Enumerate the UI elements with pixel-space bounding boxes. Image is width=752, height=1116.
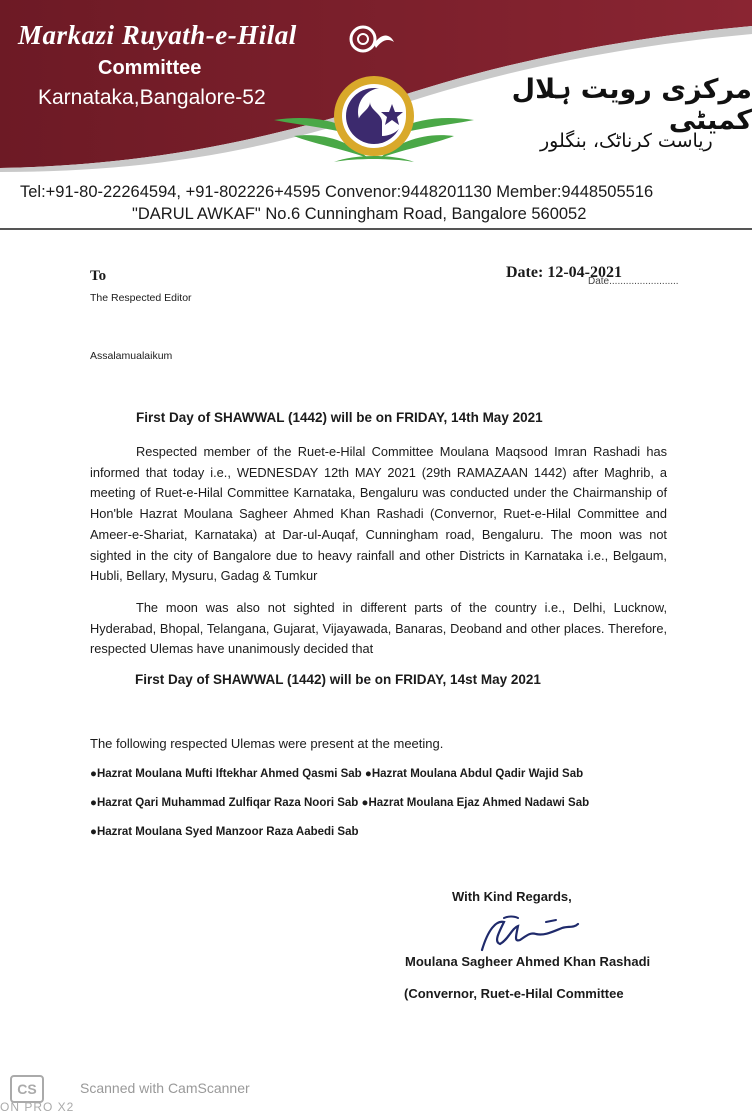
handwritten-signature-icon <box>474 912 584 956</box>
letterhead-location: Karnataka,Bangalore-52 <box>38 86 266 109</box>
letterhead-address: "DARUL AWKAF" No.6 Cunningham Road, Bangalore 560052 <box>132 205 587 223</box>
paragraph-meeting: Respected member of the Ruet-e-Hilal Committee Moulana Maqsood Imran Rashadi has informed that today i.e., WEDNESDAY 12th MAY 2021 (29th RAMAZAAN 1442) after Maghrib, a meeting of Ruet-e-Hilal Committee Karnataka, Bengaluru was conducted under the Chairmanship of Hon'ble Hazrat Moulana Sagheer Ahmed Khan Rashadi (Convernor, Ruet-e-Hilal Committee and Ameer-e-Shariat, Karnataka) at Dar-ul-Auqaf, Cunningham road, Bengaluru. The moon was not sighted in the city of Bangalore due to heavy rainfall and other Districts in Karnataka i.e., Belgaum, Hubli, Bellary, Mysuru, Gadag & Tumkur <box>90 444 667 584</box>
ulema-list-line: ●Hazrat Moulana Syed Manzoor Raza Aabedi Sab <box>90 826 359 838</box>
letterhead-contact: Tel:+91-80-22264594, +91-802226+4595 Convenor:9448201130 Member:9448505516 <box>20 183 654 201</box>
camscanner-watermark: Scanned with CamScanner <box>80 1080 250 1096</box>
letterhead-committee: Committee <box>98 57 202 79</box>
letterhead <box>0 0 752 232</box>
letterhead-urdu-subtitle: ریاست کرناٹک، بنگلور <box>540 130 713 152</box>
paragraph-decision: The moon was also not sighted in different parts of the country i.e., Delhi, Lucknow, Hyderabad, Bhopal, Telangana, Gujarat, Vijayawada, Banaras, Deoband and other places. Therefore, respected Ulemas have unanimously decided that <box>90 600 667 657</box>
present-intro: The following respected Ulemas were present at the meeting. <box>90 736 444 751</box>
announcement-heading: First Day of SHAWWAL (1442) will be on FRIDAY, 14th May 2021 <box>136 410 543 425</box>
crescent-emblem-icon <box>346 22 396 56</box>
recipient: The Respected Editor <box>90 292 192 304</box>
closing-regards: With Kind Regards, <box>452 889 572 904</box>
device-watermark: ON PRO X2 <box>0 1100 75 1114</box>
ulema-list-line: ●Hazrat Moulana Mufti Iftekhar Ahmed Qasmi Sab ●Hazrat Moulana Abdul Qadir Wajid Sab <box>90 768 584 780</box>
to-label: To <box>90 268 107 284</box>
letterhead-urdu-title: مرکزی رویت ہلال کمیٹی <box>511 74 752 136</box>
signatory-role: (Convernor, Ruet-e-Hilal Committee <box>404 986 624 1001</box>
ulema-list-line: ●Hazrat Qari Muhammad Zulfiqar Raza Noori Sab ●Hazrat Moulana Ejaz Ahmed Nadawi Sab <box>90 797 590 809</box>
signatory-name: Moulana Sagheer Ahmed Khan Rashadi <box>405 954 651 969</box>
letterhead-divider <box>0 228 752 230</box>
announcement-heading-repeat: First Day of SHAWWAL (1442) will be on FRIDAY, 14st May 2021 <box>135 672 541 687</box>
letterhead-title: Markazi Ruyath-e-Hilal <box>18 20 297 50</box>
moon-mosque-logo-icon <box>274 62 474 170</box>
letter-date: Date: 12-04-2021 <box>506 264 622 281</box>
camscanner-logo: CS <box>10 1075 44 1103</box>
date-placeholder: Date......................... <box>588 276 679 287</box>
salutation: Assalamualaikum <box>90 350 173 362</box>
